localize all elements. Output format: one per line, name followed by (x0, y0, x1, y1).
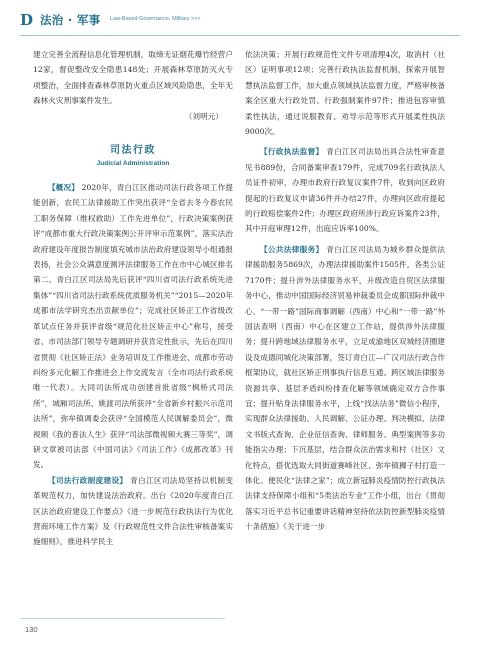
enforcement-supervision-tag: 【行政执法监督】 (260, 147, 324, 157)
section-subtitle: Judicial Administration (96, 160, 170, 168)
system-building-text: 青白江区司法局坚持以机制变革规范权力，加快建设法治政府。出台《2020年度青白江区法治政府建设工作要点》《进一步规范行政执法行为优化营商环境工作方案》及《行政规范性文件合法性审核备案实施细则》，推进科学民主 (33, 475, 233, 547)
author-signature: （刘明元） (184, 111, 223, 121)
left-column (33, 47, 233, 550)
public-legal-service-paragraph (245, 242, 445, 535)
overview-paragraph (33, 180, 233, 473)
section-header-title: 法治 · 军事 (40, 13, 101, 27)
right-column (245, 47, 445, 535)
footer-divider (20, 618, 225, 619)
overview-tag: 【概况】 (48, 183, 80, 193)
header-divider (20, 35, 460, 36)
enforcement-supervision-paragraph (245, 144, 445, 236)
enforcement-supervision-text: 青白江区司法局出具合法性审查意见书889份，合同备案审查179件，完成709名行政执法人员证件初审，办理市政府行政复议案件7件，收到向区政府提起的行政复议申请36件并办结27件，办理向区政府提起的行政赔偿案件2件；办理区政府所涉行政应诉案件23件，其中开庭审理12件，出庭应诉率100%。 (245, 147, 446, 234)
section-title: 司法行政 (110, 145, 156, 157)
page-header (20, 10, 460, 36)
public-legal-service-text: 青白江区司法局为城乡群众提供法律援助服务5869次，办理法律援助案件1505件，各类公证7170件；提升涉外法律服务水平，升级改造自贸区法律服务中心，推动中国国际经济贸易仲裁委员会成都国际仲裁中心、“一带一路”国际商事调解（西南）中心和“一带一路”外国法查明（西南）中心在区建立工作站，提供涉外法律服务；提升跨地域法律服务水平，立足成渝地区双城经济圈建设及成德同城化决策部署，签订青白江—广汉司法行政合作框架协议，就社区矫正刑事执行信息互通、跨区域法律服务资源共享、基层矛盾纠纷排查化解等领域确定双方合作事宜；提升贴身法律服务水平，上线“找法法务”微信小程序，实现群众法律援助、人民调解、公证办理、判决模拟、法律文书版式查询、企业征信查询、律师服务、典型案例等多功能指尖办理；下沉基层，结合群众法治需求和村（社区）文化特点，搭优选取大同街道赛峰社区、弥牟镇狮子村打造一体化、便民化“法律之家”；成立新冠肺炎疫情防控行政执法法律支持保障小组和“5类法治专业”工作小组，出台《贯彻落实习近平总书记重要讲话精神坚持依法防控新型肺炎疫情十条措施》《关于进一步 (245, 244, 446, 532)
continued-paragraph-right: 依法决策；开展行政规范性文件专项清理4次，取消村（社区）证明事项12项；完善行政执法监督机制，探索开展智慧执法监督工作，加大重点领域执法监督力度，严格审核备案全区重大行政处罚、行政强制案件97件；推进包容审慎柔性执法，通过说服教育、劝导示范等形式开展柔性执法9000次。 (245, 50, 445, 137)
public-legal-service-tag: 【公共法律服务】 (260, 244, 324, 254)
section-header-subtitle: Law-Based Governance, Military >>> (110, 16, 201, 22)
system-building-paragraph (33, 473, 233, 550)
continued-paragraph: 建立完善全流程信息化管理机制，取缔无证烟花爆竹经营户12家，督促整改安全隐患148处；开展森林草原防灭火专项整治，全面排查森林草原防火重点区域风险隐患，全年无森林火灾刑事案件发生。 (33, 50, 233, 106)
system-building-tag: 【司法行政制度建设】 (48, 475, 128, 485)
magazine-logo-icon: D (20, 11, 34, 29)
page-number: 130 (25, 625, 38, 634)
overview-text: 2020年，青白江区推动司法行政各项工作提能创新，农民工法律援助工作突出获评“全省去冬今春农民工职务保障（维权救助）工作先进单位”，行政决策案例获评“成都市重大行政决策案例公开评审示范案例”，落实法治政府建设年度报告制度填充城市法治政府建设领导小组通报表扬，社会公众满意度测评法律服务工作在市中心城区排名第二。青白江区司法局先后获评“四川省司法行政系统先进集体”“四川省司法行政系统优质服务机关”“2015—2020年成都市法学研究杰出贡献单位”；完成社区矫正工作省级改革试点任务并获评省级“规范化社区矫正中心”称号，接受省、市司法部门领导专题调研并获肯定性批示，先后在四川省贯彻《社区矫正法》业务培训及工作推进会、成都市劳动纠纷多元化解工作推进会上作交流发言（全市司法行政系统唯一代表）。大同司法所成功创建首批省级“枫桥式司法所”，城厢司法所、姚渡司法所获评“全省新乡村振兴示范司法所”，弥牟镇调委会获评“全国模范人民调解委员会”，微视频《我的普法人生》获评“司法部微视频大赛三等奖”，调研文章被司法部《中国司法》《司法工作》《成都改革》刊发。 (33, 183, 234, 470)
